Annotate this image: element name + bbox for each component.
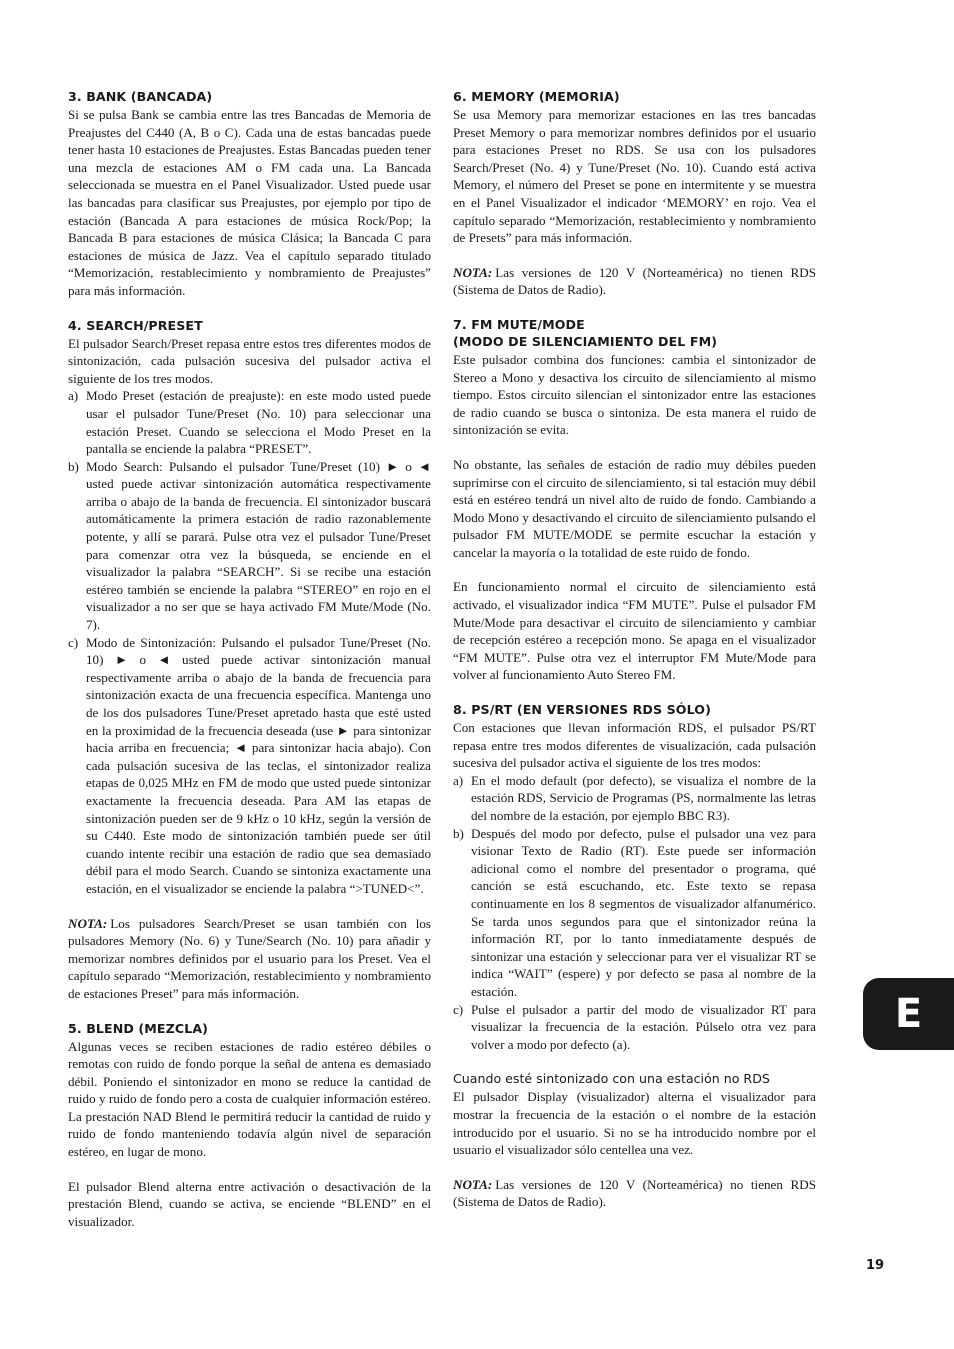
section-non-rds <box>453 1070 816 1211</box>
list-item <box>453 825 816 1001</box>
fm-p2: No obstante, las señales de estación de radio muy débiles pueden suprimirse con el circuito de silenciamiento, si tal estación muy débil está en estéreo tendrá un nivel alto de ruido de fondo. Cambiando a Modo Mono y desactivando el circuito de silenciamiento pulsando el pulsador FM MUTE/MODE se permite escuchar la estación y cancelar la mayoría o la totalidad de este ruido de fondo. <box>453 456 816 560</box>
nonrds-body: El pulsador Display (visualizador) alterna el visualizador para mostrar la frecuencia de la estación o el nombre de la estación introducido por el usuario. Si no se ha introducido nombre por el usuario el visualizador sólo centellea una vez. <box>453 1089 816 1158</box>
list-item <box>68 634 431 898</box>
nonrds-note <box>453 1176 816 1211</box>
list-item <box>68 458 431 634</box>
list-item <box>453 772 816 825</box>
list-item <box>453 1001 816 1054</box>
list-label: a) <box>453 772 464 788</box>
left-column <box>68 88 431 1230</box>
language-tab-letter: E <box>894 991 923 1037</box>
list-text: Modo de Sintonización: Pulsando el pulsador Tune/Preset (No. 10) ► o ◄ usted puede activar sintonización manual respectivamente arriba o abajo de la banda de frecuencia para sintonización exacta de una frecuencia específica. Mantenga uno de los dos pulsadores Tune/Preset apretado hasta que esté usted en la proximidad de la frecuencia deseada (use ► para sintonizar hacia arriba en frecuencia; ◄ para sintonizar hacia abajo). Con cada pulsación sucesiva de las teclas, el sintonizador realiza etapas de 0,025 MHz en FM de modo que usted puede sintonizar exactamente la frecuencia deseada. Para AM las etapas de sintonización pueden ser de 9 kHz o 10 kHz, según la versión de su C440. Este modo de sintonización también puede ser útil cuando intente recibir una estación de radio que sea demasiado débil para el modo Search. Cuando se sintoniza exactamente una estación, en el visualizador se enciende la palabra “>TUNED<”. <box>86 634 431 896</box>
note-label: NOTA: <box>68 915 108 931</box>
heading-bank: 3. BANK (BANCADA) <box>68 89 213 104</box>
list-text: Modo Search: Pulsando el pulsador Tune/Preset (10) ► o ◄ usted puede activar sintonización automática respectivamente arriba o abajo de la banda de frecuencia. El sintonizador buscará automáticamente la primera estación de radio razonablemente potente, y allí se parará. Pulse otra vez el pulsador Tune/Preset para comenzar otra vez la búsqueda, se enciende en el visualizador la palabra “SEARCH”. Si se recibe una estación estéreo también se enciende la palabra “STEREO” en rojo en el visualizador a no ser que se haya activado FM Mute/Mode (No. 7). <box>86 458 431 633</box>
list-item <box>68 387 431 457</box>
section-fm-mute <box>453 316 816 684</box>
right-column <box>453 88 816 1211</box>
search-intro: El pulsador Search/Preset repasa entre estos tres diferentes modos de sintonización, cada pulsación sucesiva del pulsador activa el siguiente de los tres modos. <box>68 335 431 386</box>
heading-memory: 6. MEMORY (MEMORIA) <box>453 89 620 104</box>
blend-p1: Algunas veces se reciben estaciones de radio estéreo débiles o remotas con ruido de fondo porque la señal de antena es demasiado débil. Poniendo el sintonizador en mono se reduce la cantidad de ruido y ruido de fondo pero a costa de cualquier información estéreo. La prestación NAD Blend le permitirá reducir la cantidad de ruido y ruido de fondo manteniendo todavía algún nivel de separación estéreo, en lugar de mono. <box>68 1038 431 1160</box>
heading-fm-mute-sub: (MODO DE SILENCIAMIENTO DEL FM) <box>453 333 718 349</box>
heading-non-rds: Cuando esté sintonizado con una estación no RDS <box>453 1071 770 1087</box>
list-label: c) <box>453 1001 464 1017</box>
language-tab <box>863 978 954 1050</box>
note-text: Las versiones de 120 V (Norteamérica) no tienen RDS (Sistema de Datos de Radio). <box>453 264 816 298</box>
heading-search-preset: 4. SEARCH/PRESET <box>68 317 203 333</box>
note-text: Las versiones de 120 V (Norteamérica) no tienen RDS (Sistema de Datos de Radio). <box>453 1176 816 1210</box>
list-label: b) <box>453 825 464 841</box>
heading-blend: 5. BLEND (MEZCLA) <box>68 1020 209 1036</box>
list-text: En el modo default (por defecto), se visualiza el nombre de la estación RDS, Servicio de Programas (PS, normalmente las letras del nombre de la estación, por ejemplo BBC R3). <box>471 772 816 823</box>
section-bank <box>68 88 431 300</box>
heading-fm-mute: 7. FM MUTE/MODE <box>453 316 585 332</box>
note-label: NOTA: <box>453 264 493 280</box>
note-text: Los pulsadores Search/Preset se usan también con los pulsadores Memory (No. 6) y Tune/Search (No. 10) para añadir y memorizar nombres definidos por el usuario para los Preset. Vea el capítulo separado “Memorización, restablecimiento y nombramiento de estaciones Preset” para más información. <box>68 915 431 1001</box>
psrt-intro: Con estaciones que llevan información RDS, el pulsador PS/RT repasa entre tres modos diferentes de visualización, cada pulsación sucesiva del pulsador activa el siguiente de los tres modos: <box>453 720 816 771</box>
list-text: Modo Preset (estación de preajuste): en este modo usted puede usar el pulsador Tune/Preset (No. 10) para seleccionar una estación Preset. Cuando se selecciona el Modo Preset en la pantalla se enciende la palabra “PRESET”. <box>86 388 431 457</box>
list-label: b) <box>68 458 79 474</box>
list-label: c) <box>68 634 79 650</box>
list-text: Pulse el pulsador a partir del modo de visualizador RT para visualizar la frecuencia de la estación. Púlselo otra vez para volver a modo por defecto (a). <box>471 1001 816 1052</box>
section-blend <box>68 1020 431 1231</box>
section-ps-rt <box>453 701 816 1053</box>
section-search-preset <box>68 317 431 1003</box>
page-number: 19 <box>866 1258 885 1273</box>
note-label: NOTA: <box>453 1176 493 1192</box>
fm-p3: En funcionamiento normal el circuito de silenciamiento está activado, el visualizador indica “FM MUTE”. Pulse el pulsador FM Mute/Mode para desactivar el circuito de silenciamiento y cambiar de recepción estéreo a recepción mono. Se apaga en el visualizador “FM MUTE”. Pulse otra vez el interruptor FM Mute/Mode para volver al funcionamiento Auto Stereo FM. <box>453 579 816 683</box>
memory-note <box>453 264 816 299</box>
list-label: a) <box>68 388 79 404</box>
heading-ps-rt: 8. PS/RT (EN VERSIONES RDS SÓLO) <box>453 702 711 718</box>
section-memory <box>453 88 816 299</box>
bank-body: Si se pulsa Bank se cambia entre las tres Bancadas de Memoria de Preajustes del C440 (A, B o C). Cada una de estas bancadas puede tener hasta 10 estaciones de Preajustes. Estas Bancadas pueden tener una mezcla de estaciones AM o FM cada una. La Bancada seleccionada se muestra en el Panel Visualizador. Usted puede usar las bancadas para clasificar sus Preajustes, por ejemplo por tipo de estación (Bancada A para estaciones de música Rock/Pop; la Bancada B para estaciones de música Clásica; la Bancada C para estaciones de música de Jazz. Vea el capítulo separado titulado “Memorización, restablecimiento y nombramiento de Preajustes” para más información. <box>68 107 431 298</box>
list-text: Después del modo por defecto, pulse el pulsador una vez para visionar Texto de Radio (RT). Este puede ser información adicional como el nombre del presentador o programa, qué canción se está escuchando, etc. Este texto se repasa continuamente en los 8 segmentos de visualizador alfanumérico. Se tarda unos segundos para que el sintonizador reúna la información RT, por lo tanto inmediatamente después de sintonizar una estación y seleccionar para ver el visualizar RT se indica “WAIT” (espere) y por defecto se pasa al nombre de la estación. <box>471 825 816 999</box>
memory-body: Se usa Memory para memorizar estaciones en las tres bancadas Preset Memory o para memorizar nombres definidos por el usuario para estaciones Preset no RDS. Se usa con los pulsadores Search/Preset (No. 4) y Tune/Preset (No. 10). Cuando está activa Memory, el número del Preset se pone en intermitente y se muestra en el Panel Visualizador el indicador ‘MEMORY’ en rojo. Vea el capítulo separado “Memorización, restablecimiento y nombramiento de Presets” para más información. <box>453 107 816 246</box>
blend-p2: El pulsador Blend alterna entre activación o desactivación de la prestación Blend, cuando se activa, se enciende “BLEND” en el visualizador. <box>68 1178 431 1229</box>
search-note <box>68 915 431 1003</box>
fm-p1: Este pulsador combina dos funciones: cambia el sintonizador de Stereo a Mono y desactiva los circuito de silenciamiento al mismo tiempo. Estos circuito silencian el sintonizador entre las estaciones de radio cuando se busca o sintoniza. De esta manera el ruido de sintonización se evita. <box>453 351 816 438</box>
